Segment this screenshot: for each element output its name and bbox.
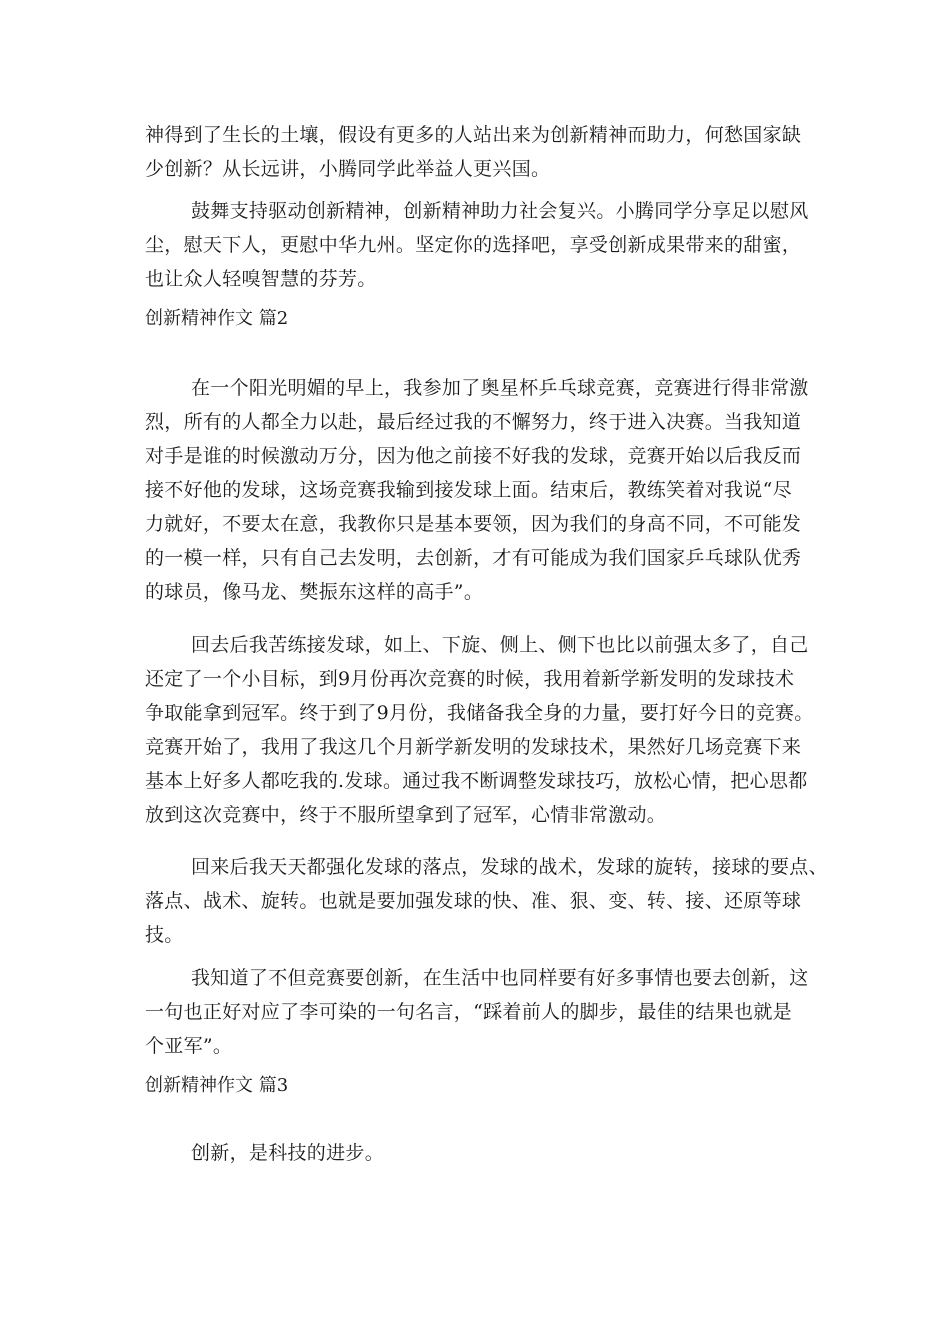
text-line: 也让众人轻嗅智慧的芬芳。 xyxy=(145,268,377,290)
text-line: 争取能拿到冠军。终于到了9月份，我储备我全身的力量，要打好今日的竞赛。 xyxy=(145,702,814,724)
text-line: 烈，所有的人都全力以赴，最后经过我的不懈努力，终于进入决赛。当我知道 xyxy=(145,411,802,433)
text-line: 神得到了生长的土壤，假设有更多的人站出来为创新精神而助力，何愁国家缺 xyxy=(145,124,802,146)
text-line: 的球员，像马龙、樊振东这样的高手”。 xyxy=(145,581,484,603)
heading-text: 创新精神作文 篇3 xyxy=(145,1075,289,1096)
text-line: 尘，慰天下人，更慰中华九州。坚定你的选择吧，享受创新成果带来的甜蜜， xyxy=(145,234,802,256)
paragraph xyxy=(145,961,825,1063)
text-line: 还定了一个小目标，到9月份再次竞赛的时候，我用着新学新发明的发球技术 xyxy=(145,668,795,690)
text-line: 个亚军”。 xyxy=(145,1035,233,1057)
text-line: 力就好，不要太在意，我教你只是基本要领，因为我们的身高不同，不可能发 xyxy=(145,513,802,535)
text-line: 落点、战术、旋转。也就是要加强发球的快、准、狠、变、转、接、还原等球 xyxy=(145,890,802,912)
text-line: 回去后我苦练接发球，如上、下旋、侧上、侧下也比以前强太多了，自己 xyxy=(191,634,809,656)
text-line: 我知道了不但竞赛要创新，在生活中也同样要有好多事情也要去创新，这 xyxy=(191,967,809,989)
paragraph xyxy=(145,371,825,609)
text-line: 技。 xyxy=(145,924,184,946)
section-heading xyxy=(145,304,825,334)
text-line: 接不好他的发球，这场竞赛我输到接发球上面。结束后，教练笑着对我说“尽 xyxy=(145,479,792,501)
text-line: 基本上好多人都吃我的.发球。通过我不断调整发球技巧，放松心情，把心思都 xyxy=(145,770,808,792)
paragraph xyxy=(145,850,828,952)
paragraph xyxy=(145,118,825,186)
text-line: 对手是谁的时候激动万分，因为他之前接不好我的发球，竞赛开始以后我反而 xyxy=(145,445,802,467)
text-line: 鼓舞支持驱动创新精神，创新精神助力社会复兴。小腾同学分享足以慰风 xyxy=(191,200,809,222)
text-line: 放到这次竞赛中，终于不服所望拿到了冠军，心情非常激动。 xyxy=(145,804,667,826)
heading-text: 创新精神作文 篇2 xyxy=(145,308,289,329)
text-line: 回来后我天天都强化发球的落点，发球的战术，发球的旋转，接球的要点、 xyxy=(191,856,828,878)
paragraph xyxy=(145,1136,825,1170)
section-heading xyxy=(145,1071,825,1101)
text-line: 创新，是科技的进步。 xyxy=(191,1142,385,1164)
text-line: 的一模一样，只有自己去发明，去创新，才有可能成为我们国家乒乓球队优秀 xyxy=(145,547,802,569)
paragraph xyxy=(145,628,825,832)
text-line: 在一个阳光明媚的早上，我参加了奥星杯乒乓球竞赛，竞赛进行得非常激 xyxy=(191,377,809,399)
text-line: 少创新？从长远讲，小腾同学此举益人更兴国。 xyxy=(145,158,551,180)
text-line: 竞赛开始了，我用了我这几个月新学新发明的发球技术，果然好几场竞赛下来 xyxy=(145,736,802,758)
text-line: 一句也正好对应了李可染的一句名言，“踩着前人的脚步，最佳的结果也就是 xyxy=(145,1001,792,1023)
paragraph xyxy=(145,194,825,296)
